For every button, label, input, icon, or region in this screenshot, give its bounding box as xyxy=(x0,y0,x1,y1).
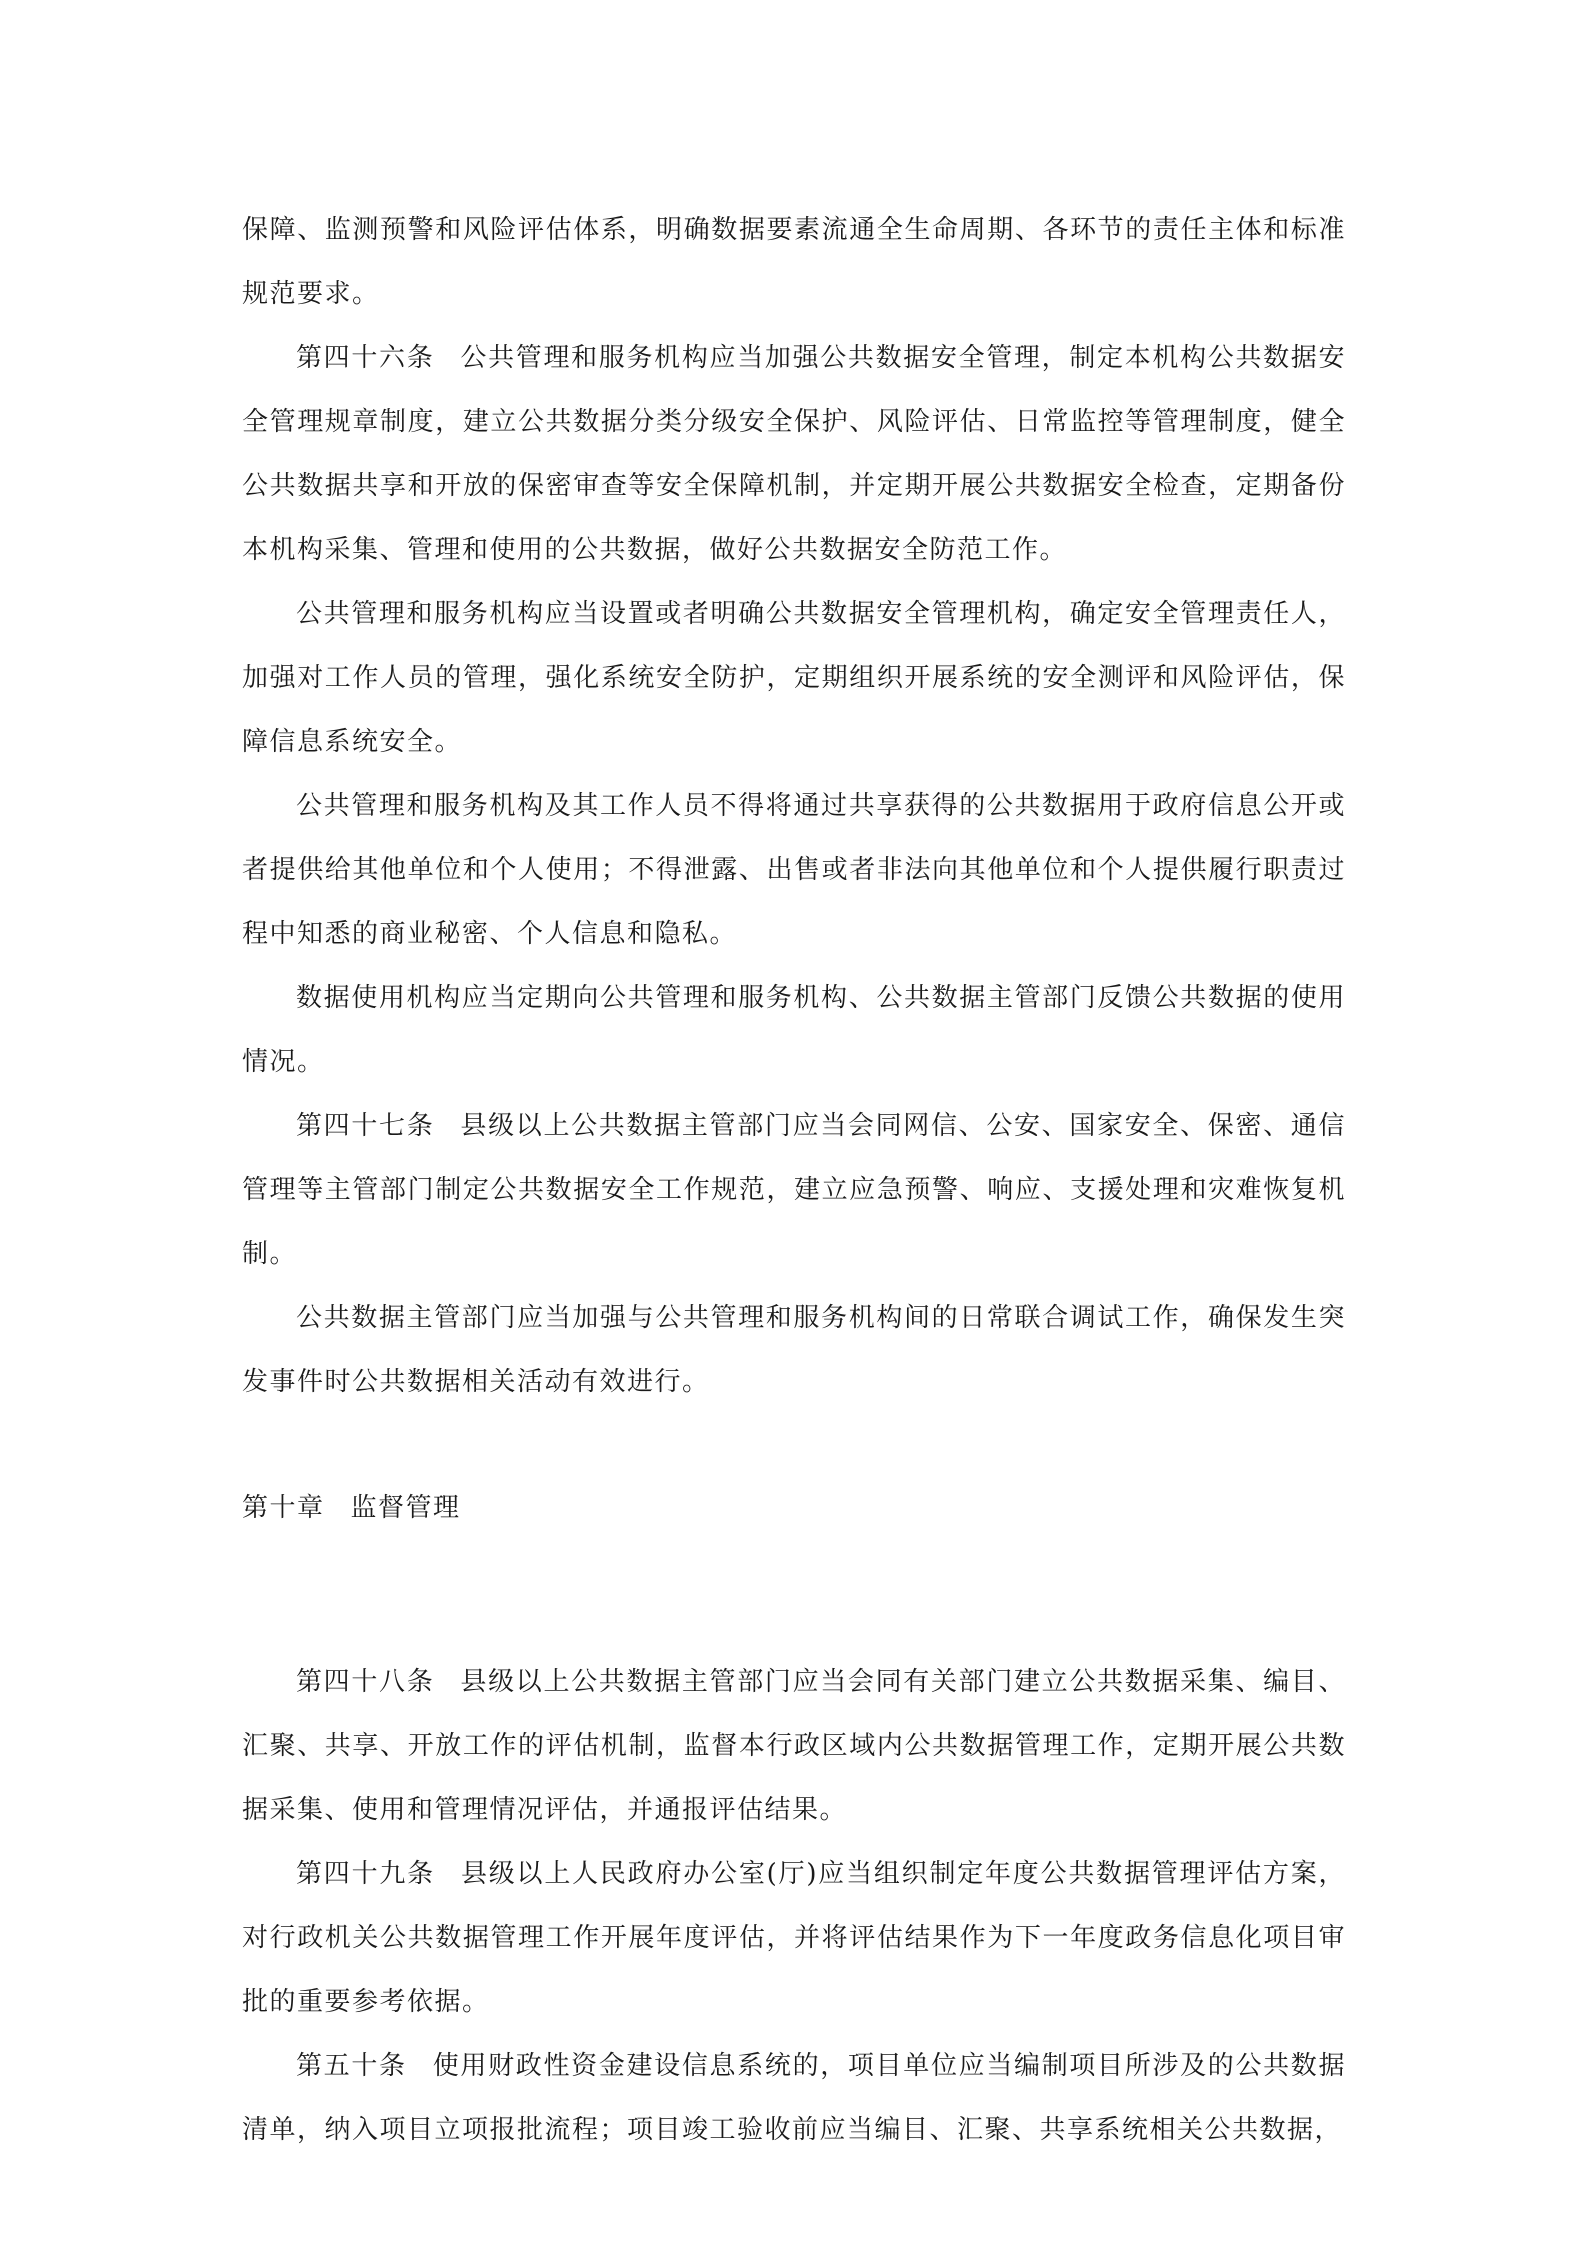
article-number: 第四十七条 xyxy=(296,1111,435,1141)
article-46 xyxy=(242,326,1346,582)
article-text: 县级以上公共数据主管部门应当会同有关部门建立公共数据采集、编目、汇聚、共享、开放工作的评估机制，监督本行政区域内公共数据管理工作，定期开展公共数据采集、使用和管理情况评估，并通报评估结果。 xyxy=(242,1667,1346,1825)
paragraph: 公共数据主管部门应当加强与公共管理和服务机构间的日常联合调试工作，确保发生突发事件时公共数据相关活动有效进行。 xyxy=(242,1303,1346,1397)
article-text: 公共管理和服务机构应当加强公共数据安全管理，制定本机构公共数据安全管理规章制度，建立公共数据分类分级安全保护、风险评估、日常监控等管理制度，健全公共数据共享和开放的保密审查等安全保障机制，并定期开展公共数据安全检查，定期备份本机构采集、管理和使用的公共数据，做好公共数据安全防范工作。 xyxy=(242,343,1346,565)
paragraph: 数据使用机构应当定期向公共管理和服务机构、公共数据主管部门反馈公共数据的使用情况。 xyxy=(242,983,1346,1077)
article-49 xyxy=(242,1842,1346,2034)
article-48 xyxy=(242,1650,1346,1842)
document-body xyxy=(242,198,1346,2162)
article-text: 使用财政性资金建设信息系统的，项目单位应当编制项目所涉及的公共数据清单，纳入项目立项报批流程；项目竣工验收前应当编目、汇聚、共享系统相关公共数据， xyxy=(242,2051,1346,2145)
paragraph: 公共管理和服务机构应当设置或者明确公共数据安全管理机构，确定安全管理责任人，加强对工作人员的管理，强化系统安全防护，定期组织开展系统的安全测评和风险评估，保障信息系统安全。 xyxy=(242,599,1346,757)
paragraph-continuation: 保障、监测预警和风险评估体系，明确数据要素流通全生命周期、各环节的责任主体和标准规范要求。 xyxy=(242,215,1346,309)
article-number: 第四十九条 xyxy=(296,1859,435,1889)
chapter-number: 第十章 xyxy=(242,1493,325,1523)
chapter-heading xyxy=(242,1476,1346,1540)
article-47 xyxy=(242,1094,1346,1286)
article-number: 第四十六条 xyxy=(296,343,435,373)
article-50 xyxy=(242,2034,1346,2162)
article-text: 县级以上公共数据主管部门应当会同网信、公安、国家安全、保密、通信管理等主管部门制定公共数据安全工作规范，建立应急预警、响应、支援处理和灾难恢复机制。 xyxy=(242,1111,1346,1269)
article-number: 第四十八条 xyxy=(296,1667,435,1697)
chapter-title: 监督管理 xyxy=(350,1493,461,1523)
paragraph: 公共管理和服务机构及其工作人员不得将通过共享获得的公共数据用于政府信息公开或者提供给其他单位和个人使用；不得泄露、出售或者非法向其他单位和个人提供履行职责过程中知悉的商业秘密、个人信息和隐私。 xyxy=(242,791,1346,949)
article-number: 第五十条 xyxy=(296,2051,407,2081)
article-text: 县级以上人民政府办公室(厅)应当组织制定年度公共数据管理评估方案，对行政机关公共数据管理工作开展年度评估，并将评估结果作为下一年度政务信息化项目审批的重要参考依据。 xyxy=(242,1859,1346,2017)
